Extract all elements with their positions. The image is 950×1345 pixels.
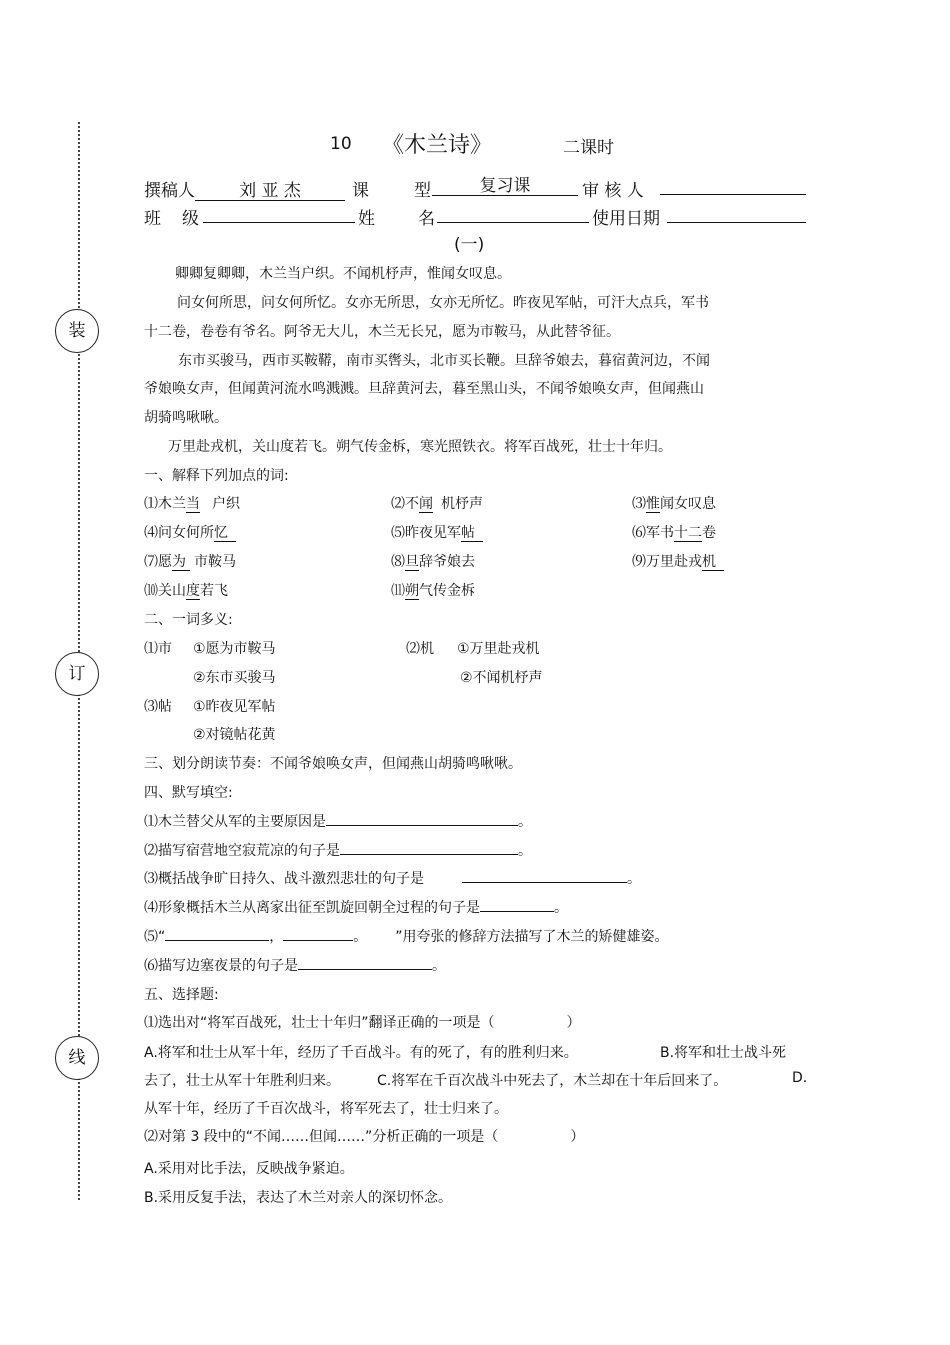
q1-item: ⑹军书十二卷 [632,525,716,541]
author-label: 撰稿人 [144,181,195,201]
q4-item: ⑴木兰替父从军的主要原因是 。 [144,811,532,831]
reviewer-blank[interactable] [660,176,806,195]
q4-item: ⑹描写边塞夜景的句子是 。 [144,955,446,975]
q2-sentence: ①愿为市鞍马 [193,641,276,657]
q2-sentence: ②对镜帖花黄 [193,727,276,743]
q5-option-a: A.将军和壮士从军十年，经历了千百战斗。有的死了，有的胜利归来。 [144,1045,578,1061]
class-blank[interactable] [203,204,355,223]
q1-item: ⑼万里赴戎机 [632,551,724,571]
q5-option-b: B.将军和壮士战斗死 [660,1045,787,1061]
passage-line: 爷娘唤女声，但闻黄河流水鸣溅溅。旦辞黄河去，暮至黑山头，不闻爷娘唤女声，但闻燕山 [144,381,704,397]
q4-blank[interactable] [298,955,432,970]
q4-blank[interactable] [480,897,554,912]
q4-item: ⑷形象概括木兰从离家出征至凯旋回朝全过程的句子是 。 [144,897,568,917]
q4-blank[interactable] [283,926,353,941]
author-row [144,176,345,201]
q1-heading: 一、解释下列加点的词: [144,468,289,484]
section-marker: (一) [454,235,485,255]
type-value: 复习课 [432,177,578,196]
name-blank[interactable] [437,204,589,223]
name-label-2: 名 [418,209,435,229]
q5-option-a: A.采用对比手法，反映战争紧迫。 [144,1161,354,1177]
author-value: 刘 亚 杰 [195,182,345,201]
binding-mark-xian: 线 [55,1036,99,1080]
q4-blank[interactable] [326,811,518,826]
q2-sentence: ①昨夜见军帖 [193,699,276,715]
q5-heading: 五、选择题: [144,987,219,1003]
reviewer-label: 审 核 人 [582,181,644,201]
q1-item: ⑴木兰当 户织 [144,496,240,512]
binding-mark-ding: 订 [55,652,99,696]
passage-line: 问女何所思，问女何所忆。女亦无所思，女亦无所忆。昨夜见军帖，可汗大点兵，军书 [177,295,709,311]
q1-item: ⑵不闻 机杼声 [391,496,483,512]
q4-blank[interactable] [462,868,627,883]
q2-sentence: ①万里赴戎机 [457,641,540,657]
q2-word: ⑴市 [144,641,172,657]
q5-stem: ⑵对第 3 段中的“不闻……但闻……”分析正确的一项是（ ） [144,1129,585,1145]
q4-item: ⑵描写宿营地空寂荒凉的句子是 。 [144,840,532,860]
lesson-period: 二课时 [563,138,614,158]
q2-word: ⑶帖 [144,699,172,715]
q2-sentence: ②东市买骏马 [193,670,276,686]
q2-sentence: ②不闻机杼声 [460,670,543,686]
passage-line: 卿卿复卿卿，木兰当户织。不闻机杼声，惟闻女叹息。 [175,266,511,282]
q5-option-b: B.采用反复手法，表达了木兰对亲人的深切怀念。 [144,1190,453,1206]
date-blank[interactable] [667,204,806,223]
class-label-2: 级 [182,209,199,229]
q5-stem: ⑴选出对“将军百战死，壮士十年归”翻译正确的一项是（ ） [144,1015,581,1031]
q5-option-c: C.将军在千百次战斗中死去了，木兰却在十年后回来了。 [377,1073,728,1089]
q1-item: ⑾朔气传金柝 [391,583,475,599]
q1-item: ⑷问女何所忆 [144,522,236,542]
passage-line: 万里赴戎机，关山度若飞。朔气传金柝，寒光照铁衣。将军百战死，壮士十年归。 [168,439,672,455]
q4-item: ⑶概括战争旷日持久、战斗激烈悲壮的句子是 。 [144,868,641,888]
q4-blank[interactable] [340,840,518,855]
lesson-number: 10 [330,134,352,154]
q5-option-d: D. [792,1070,808,1086]
passage-line: 十二卷，卷卷有爷名。阿爷无大儿，木兰无长兄，愿为市鞍马，从此替爷征。 [144,324,620,340]
q1-item: ⑺愿为 市鞍马 [144,554,236,570]
class-label-1: 班 [144,209,161,229]
passage-line: 胡骑鸣啾啾。 [144,410,228,426]
type-label-2: 型 [414,181,431,201]
q4-heading: 四、默写填空: [144,785,233,801]
q3-text: 三、划分朗读节奏：不闻爷娘唤女声，但闻燕山胡骑鸣啾啾。 [144,756,522,772]
binding-mark-zhuang: 装 [55,309,99,353]
passage-line: 东市买骏马，西市买鞍鞯，南市买辔头，北市买长鞭。旦辞爷娘去，暮宿黄河边，不闻 [178,353,710,369]
q5-option-b-cont: 去了，壮士从军十年胜利归来。 [144,1073,340,1089]
q1-item: ⑽关山度若飞 [144,583,228,599]
q2-word: ⑵机 [406,641,434,657]
q4-item: ⑸“ ， 。 ”用夸张的修辞方法描写了木兰的矫健雄姿。 [144,926,669,946]
q1-item: ⑶惟闻女叹息 [632,496,716,512]
q4-blank[interactable] [165,926,269,941]
q1-item: ⑸昨夜见军帖 [391,522,483,542]
date-label: 使用日期 [592,209,660,229]
type-label-1: 课 [352,181,369,201]
q2-heading: 二、一词多义: [144,612,233,628]
name-label-1: 姓 [358,209,375,229]
q5-option-d-cont: 从军十年，经历了千百次战斗，将军死去了，壮士归来了。 [144,1101,508,1117]
q1-item: ⑻旦辞爷娘去 [391,554,475,570]
page-title: 《木兰诗》 [382,133,493,158]
